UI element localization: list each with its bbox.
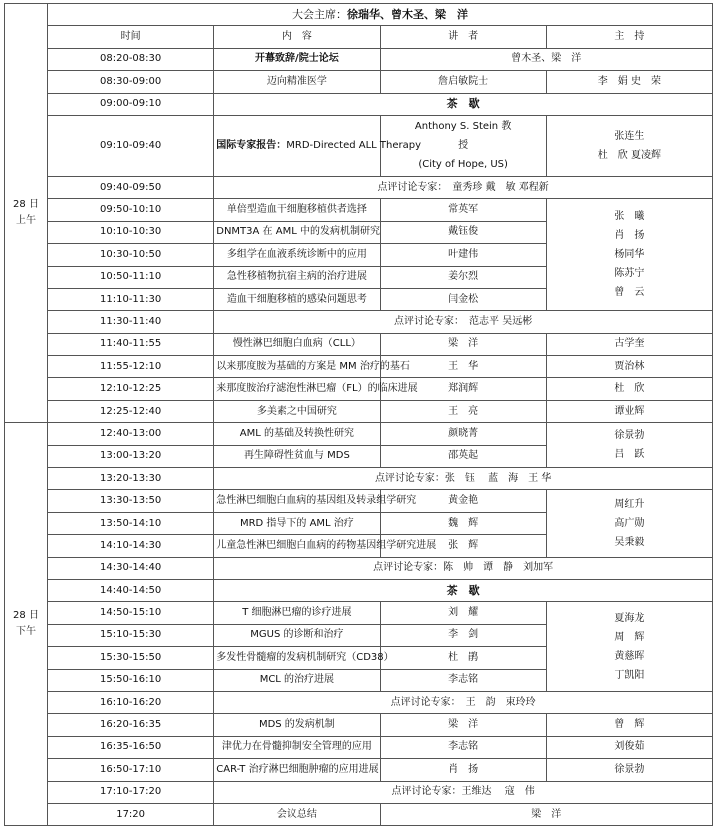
discussion-cell: 点评讨论专家： 范志平 吴远彬 <box>214 311 713 333</box>
host-cell: 徐景勃 吕 跃 <box>546 423 712 468</box>
table-row <box>5 736 713 758</box>
topic-cell: 再生障碍性贫血与 MDS <box>214 445 380 467</box>
speaker-cell: 刘 耀 <box>380 602 546 624</box>
topic-cell: 迈向精准医学 <box>214 71 380 93</box>
time-cell: 13:00-13:20 <box>48 445 214 467</box>
speaker-cell: 颜晓菁 <box>380 423 546 445</box>
topic-cell: MGUS 的诊断和治疗 <box>214 624 380 646</box>
time-cell: 17:10-17:20 <box>48 781 214 803</box>
time-cell: 10:10-10:30 <box>48 221 214 243</box>
speaker-cell: 李 剑 <box>380 624 546 646</box>
speaker-cell: 李志铭 <box>380 736 546 758</box>
speaker-cell: 梁 洋 <box>380 803 713 825</box>
speaker-cell: 梁 洋 <box>380 333 546 355</box>
speaker-cell: 戴钰俊 <box>380 221 546 243</box>
speaker-cell: 郑润辉 <box>380 378 546 400</box>
topic-cell: 急性移植物抗宿主病的治疗进展 <box>214 266 380 288</box>
time-cell: 12:40-13:00 <box>48 423 214 445</box>
host-cell: 曾 辉 <box>546 714 712 736</box>
topic-cell: 开幕致辞/院士论坛 <box>214 48 380 70</box>
speaker-cell: 詹启敏院士 <box>380 71 546 93</box>
time-cell: 13:30-13:50 <box>48 490 214 512</box>
speaker-cell: 张 辉 <box>380 535 546 557</box>
discussion-cell: 点评讨论专家：陈 帅 谭 静 刘加军 <box>214 557 713 579</box>
table-row <box>5 48 713 70</box>
discussion-cell: 点评讨论专家： 王 韵 束玲玲 <box>214 691 713 713</box>
time-cell: 08:30-09:00 <box>48 71 214 93</box>
col-content: 内 容 <box>214 26 380 48</box>
topic-cell: 津优力在骨髓抑制安全管理的应用 <box>214 736 380 758</box>
time-cell: 15:10-15:30 <box>48 624 214 646</box>
time-cell: 13:50-14:10 <box>48 512 214 534</box>
speaker-cell: Anthony S. Stein 教 授 (City of Hope, US) <box>380 115 546 176</box>
host-cell: 刘俊茹 <box>546 736 712 758</box>
host-cell: 夏海龙 周 辉 黄慈晖 丁凯阳 <box>546 602 712 692</box>
time-cell: 11:30-11:40 <box>48 311 214 333</box>
time-cell: 12:25-12:40 <box>48 400 214 422</box>
time-cell: 16:20-16:35 <box>48 714 214 736</box>
time-cell: 17:20 <box>48 803 214 825</box>
break-cell: 茶 歇 <box>214 93 713 115</box>
host-cell: 张连生 杜 欣 夏凌辉 <box>546 115 712 176</box>
time-cell: 15:50-16:10 <box>48 669 214 691</box>
chairs-row <box>5 4 713 26</box>
topic-cell: CAR-T 治疗淋巴细胞肿瘤的应用进展 <box>214 759 380 781</box>
table-row <box>5 579 713 601</box>
table-row <box>5 176 713 198</box>
table-row <box>5 602 713 624</box>
discussion-cell: 点评讨论专家：张 钰 蓝 海 王 华 <box>214 468 713 490</box>
time-cell: 12:10-12:25 <box>48 378 214 400</box>
table-row <box>5 781 713 803</box>
host-cell: 杜 欣 <box>546 378 712 400</box>
break-cell: 茶 歇 <box>214 579 713 601</box>
table-row <box>5 378 713 400</box>
time-cell: 14:30-14:40 <box>48 557 214 579</box>
topic-cell: 急性淋巴细胞白血病的基因组及转录组学研究 <box>214 490 380 512</box>
time-cell: 09:00-09:10 <box>48 93 214 115</box>
topic-cell: MRD 指导下的 AML 治疗 <box>214 512 380 534</box>
host-cell: 徐景勃 <box>546 759 712 781</box>
speaker-cell: 王 华 <box>380 356 546 378</box>
topic-cell: 造血干细胞移植的感染问题思考 <box>214 288 380 310</box>
discussion-cell: 点评讨论专家：王维达 寇 伟 <box>214 781 713 803</box>
day-pm-cell: 28 日 下午 <box>5 423 48 826</box>
table-row <box>5 691 713 713</box>
topic-cell: MCL 的治疗进展 <box>214 669 380 691</box>
topic-cell: 多美素之中国研究 <box>214 400 380 422</box>
speaker-cell: 姜尔烈 <box>380 266 546 288</box>
chairs-cell: 大会主席：徐瑞华、曾木圣、梁 洋 <box>48 4 713 26</box>
table-row <box>5 400 713 422</box>
table-row <box>5 71 713 93</box>
schedule-table <box>4 3 713 826</box>
table-row <box>5 199 713 221</box>
host-cell: 贾治林 <box>546 356 712 378</box>
speaker-cell: 杜 鹃 <box>380 647 546 669</box>
topic-cell: 多组学在血液系统诊断中的应用 <box>214 244 380 266</box>
time-cell: 09:50-10:10 <box>48 199 214 221</box>
time-cell: 13:20-13:30 <box>48 468 214 490</box>
table-row <box>5 490 713 512</box>
table-row <box>5 93 713 115</box>
topic-cell: 国际专家报告：MRD-Directed ALL Therapy <box>214 115 380 176</box>
discussion-cell: 点评讨论专家： 童秀珍 戴 敏 邓程新 <box>214 176 713 198</box>
speaker-cell: 梁 洋 <box>380 714 546 736</box>
table-row <box>5 333 713 355</box>
time-cell: 11:55-12:10 <box>48 356 214 378</box>
col-time: 时间 <box>48 26 214 48</box>
time-cell: 15:30-15:50 <box>48 647 214 669</box>
speaker-cell: 黄金艳 <box>380 490 546 512</box>
speaker-cell: 魏 辉 <box>380 512 546 534</box>
time-cell: 14:40-14:50 <box>48 579 214 601</box>
topic-cell: 慢性淋巴细胞白血病（CLL） <box>214 333 380 355</box>
speaker-cell: 叶建伟 <box>380 244 546 266</box>
time-cell: 16:50-17:10 <box>48 759 214 781</box>
speaker-cell: 邵英起 <box>380 445 546 467</box>
topic-cell: AML 的基础及转换性研究 <box>214 423 380 445</box>
table-row <box>5 468 713 490</box>
topic-cell: 以来那度胺为基础的方案是 MM 治疗的基石 <box>214 356 380 378</box>
topic-cell: 单倍型造血干细胞移植供者选择 <box>214 199 380 221</box>
time-cell: 09:10-09:40 <box>48 115 214 176</box>
table-row <box>5 557 713 579</box>
time-cell: 10:30-10:50 <box>48 244 214 266</box>
table-row <box>5 759 713 781</box>
topic-cell: T 细胞淋巴瘤的诊疗进展 <box>214 602 380 624</box>
table-row <box>5 311 713 333</box>
topic-cell: 会议总结 <box>214 803 380 825</box>
time-cell: 11:40-11:55 <box>48 333 214 355</box>
speaker-cell: 李志铭 <box>380 669 546 691</box>
time-cell: 11:10-11:30 <box>48 288 214 310</box>
time-cell: 14:10-14:30 <box>48 535 214 557</box>
topic-cell: 来那度胺治疗滤泡性淋巴瘤（FL）的临床进展 <box>214 378 380 400</box>
speaker-cell: 王 亮 <box>380 400 546 422</box>
col-speaker: 讲 者 <box>380 26 546 48</box>
speaker-cell: 闫金松 <box>380 288 546 310</box>
host-cell: 周红升 高广勋 吴秉毅 <box>546 490 712 557</box>
table-row <box>5 115 713 176</box>
speaker-cell: 常英军 <box>380 199 546 221</box>
speaker-cell: 肖 扬 <box>380 759 546 781</box>
header-row <box>5 26 713 48</box>
topic-cell: 多发性骨髓瘤的发病机制研究（CD38） <box>214 647 380 669</box>
host-cell: 谭业辉 <box>546 400 712 422</box>
time-cell: 09:40-09:50 <box>48 176 214 198</box>
speaker-cell: 曾木圣、梁 洋 <box>380 48 713 70</box>
host-cell: 古学奎 <box>546 333 712 355</box>
topic-cell: DNMT3A 在 AML 中的发病机制研究 <box>214 221 380 243</box>
time-cell: 08:20-08:30 <box>48 48 214 70</box>
topic-cell: MDS 的发病机制 <box>214 714 380 736</box>
table-row <box>5 714 713 736</box>
table-row <box>5 423 713 445</box>
time-cell: 16:10-16:20 <box>48 691 214 713</box>
topic-cell: 儿童急性淋巴细胞白血病的药物基因组学研究进展 <box>214 535 380 557</box>
time-cell: 16:35-16:50 <box>48 736 214 758</box>
col-host: 主 持 <box>546 26 712 48</box>
time-cell: 10:50-11:10 <box>48 266 214 288</box>
day-am-cell: 28 日 上午 <box>5 4 48 423</box>
table-row <box>5 803 713 825</box>
table-row <box>5 356 713 378</box>
time-cell: 14:50-15:10 <box>48 602 214 624</box>
host-cell: 张 曦 肖 扬 杨同华 陈苏宁 曾 云 <box>546 199 712 311</box>
host-cell: 李 娟 史 荣 <box>546 71 712 93</box>
